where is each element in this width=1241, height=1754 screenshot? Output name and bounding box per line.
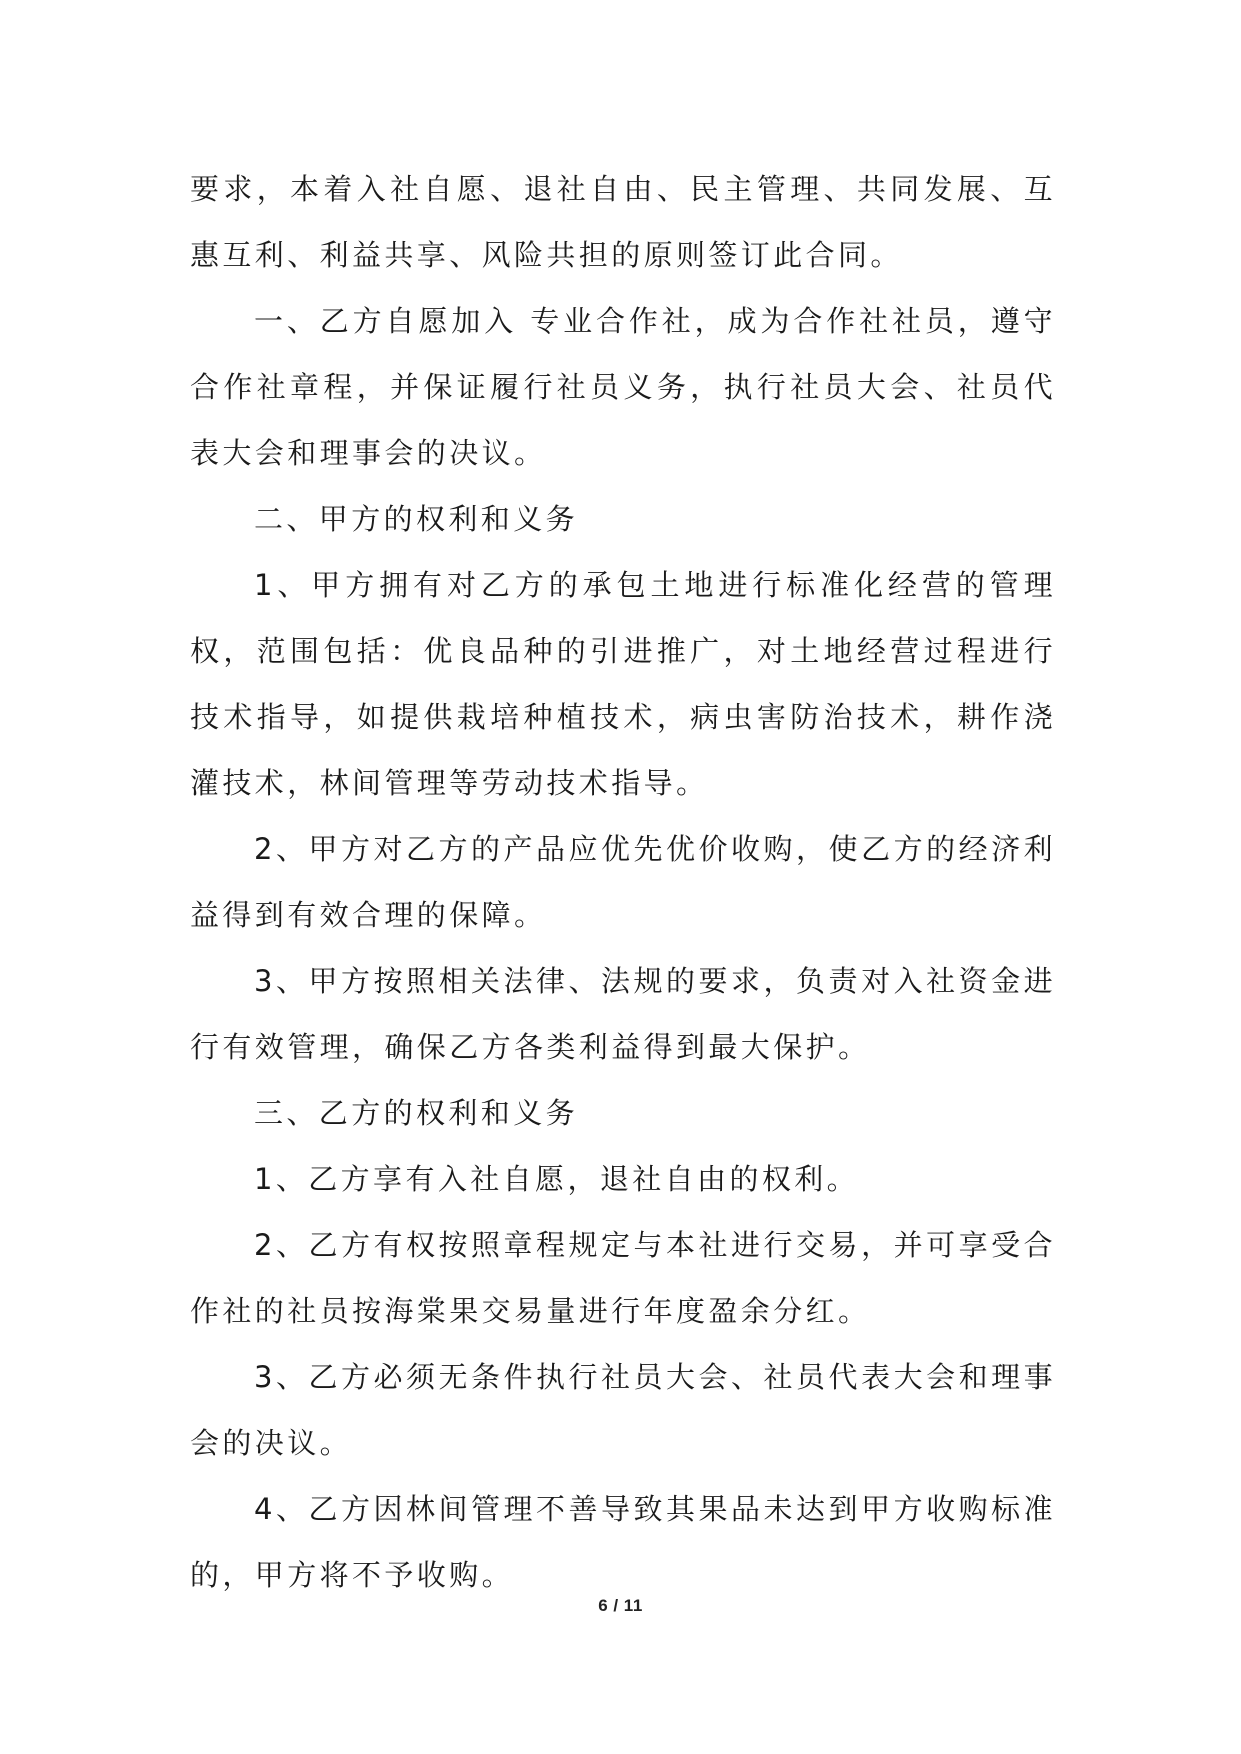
section-heading-party-b: 三、乙方的权利和义务 — [254, 1096, 579, 1130]
paragraph-party-a-item-1: 1、甲方拥有对乙方的承包土地进行标准化经营的管理权，范围包括：优良品种的引进推广，对土地经营过程进行技术指导，如提供栽培种植技术，病虫害防治技术，耕作浇灌技术，林间管理等劳动技术指导。 — [190, 568, 1056, 800]
section-heading-party-a: 二、甲方的权利和义务 — [254, 502, 579, 536]
paragraph-party-b-item-4: 4、乙方因林间管理不善导致其果品未达到甲方收购标准的，甲方将不予收购。 — [190, 1492, 1056, 1592]
paragraph-party-b-item-3: 3、乙方必须无条件执行社员大会、社员代表大会和理事会的决议。 — [190, 1360, 1056, 1460]
paragraph-party-a-item-3: 3、甲方按照相关法律、法规的要求，负责对入社资金进行有效管理，确保乙方各类利益得到最大保护。 — [190, 964, 1056, 1064]
paragraph-party-b-item-2: 2、乙方有权按照章程规定与本社进行交易，并可享受合作社的社员按海棠果交易量进行年度盈余分红。 — [190, 1228, 1056, 1328]
paragraph-party-b-item-1: 1、乙方享有入社自愿，退社自由的权利。 — [254, 1162, 860, 1196]
paragraph-clause-1: 一、乙方自愿加入 专业合作社，成为合作社社员，遵守合作社章程，并保证履行社员义务，执行社员大会、社员代表大会和理事会的决议。 — [190, 304, 1056, 470]
paragraph-party-a-item-2: 2、甲方对乙方的产品应优先优价收购，使乙方的经济利益得到有效合理的保障。 — [190, 832, 1056, 932]
page-number: 6 / 11 — [598, 1596, 643, 1615]
document-body — [190, 156, 1056, 1608]
paragraph-intro: 要求，本着入社自愿、退社自由、民主管理、共同发展、互惠互利、利益共享、风险共担的原则签订此合同。 — [190, 172, 1056, 272]
